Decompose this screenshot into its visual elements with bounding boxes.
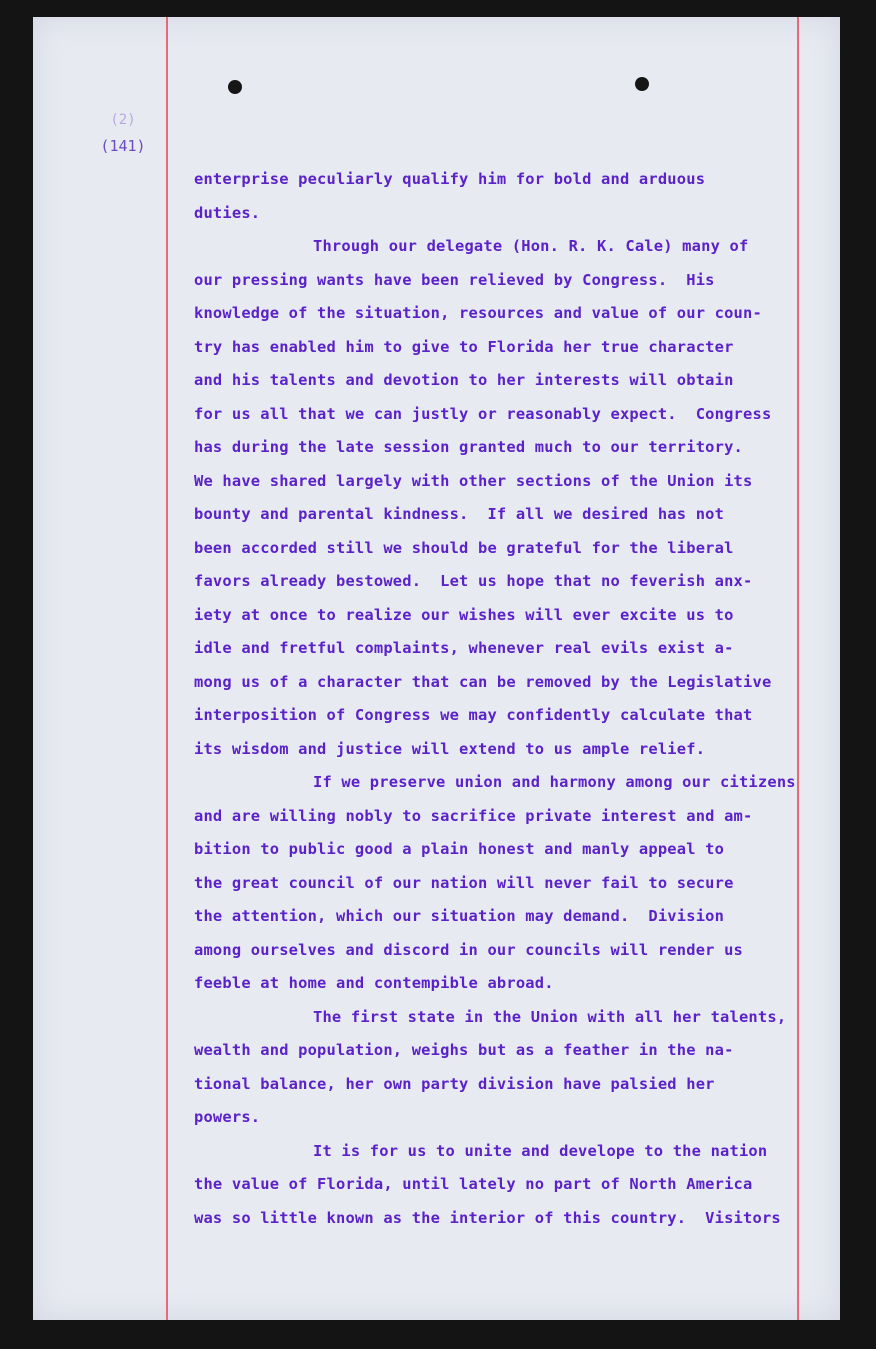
text-line: bounty and parental kindness. If all we desired has not [194, 505, 725, 523]
text-line: enterprise peculiarly qualify him for bold and arduous [194, 170, 706, 188]
text-line: iety at once to realize our wishes will ever excite us to [194, 605, 734, 624]
text-line: the great council of our nation will never fail to secure [194, 873, 734, 892]
page-number-block [97, 107, 149, 159]
text-line: duties. [194, 203, 261, 222]
text-line: If we preserve union and harmony among our citizens [313, 773, 796, 791]
text-line: and are willing nobly to sacrifice private interest and am- [194, 806, 753, 825]
punch-hole [635, 77, 649, 91]
left-margin-rule [166, 17, 168, 1320]
text-line: among ourselves and discord in our councils will render us [194, 940, 744, 959]
text-line: favors already bestowed. Let us hope that no feverish anx- [194, 572, 753, 590]
text-line: knowledge of the situation, resources and value of our coun- [194, 304, 762, 322]
text-line: bition to public good a plain honest and manly appeal to [194, 840, 725, 858]
page-number-bottom: (141) [100, 137, 146, 155]
text-line: the value of Florida, until lately no part of North America [194, 1175, 753, 1193]
text-line: mong us of a character that can be removed by the Legislative [194, 672, 772, 691]
text-line: tional balance, her own party division have palsied her [194, 1074, 715, 1093]
text-line: idle and fretful complaints, whenever real evils exist a- [194, 639, 734, 657]
text-line: We have shared largely with other sections of the Union its [194, 471, 753, 490]
document-page [33, 17, 840, 1320]
text-line: feeble at home and contempible abroad. [194, 974, 554, 992]
text-line: It is for us to unite and develope to the nation [313, 1141, 768, 1160]
text-line: powers. [194, 1108, 261, 1126]
text-line: Through our delegate (Hon. R. K. Cale) many of [313, 237, 749, 255]
page-number-top: (2) [110, 112, 136, 128]
text-line: our pressing wants have been relieved by Congress. His [194, 270, 715, 289]
text-line: been accorded still we should be grateful for the liberal [194, 538, 734, 557]
text-line: wealth and population, weighs but as a feather in the na- [194, 1041, 734, 1059]
text-line: interposition of Congress we may confidently calculate that [194, 706, 753, 724]
punch-hole [228, 80, 242, 94]
text-line: for us all that we can justly or reasonably expect. Congress [194, 404, 772, 423]
typed-text-body [194, 163, 854, 1235]
text-line: was so little known as the interior of this country. Visitors [194, 1208, 781, 1227]
text-line: and his talents and devotion to her interests will obtain [194, 371, 734, 389]
text-line: The first state in the Union with all her talents, [313, 1007, 787, 1026]
text-line: has during the late session granted much to our territory. [194, 438, 744, 456]
text-line: try has enabled him to give to Florida her true character [194, 337, 734, 356]
text-line: its wisdom and justice will extend to us ample relief. [194, 739, 706, 758]
text-line: the attention, which our situation may demand. Division [194, 907, 725, 925]
